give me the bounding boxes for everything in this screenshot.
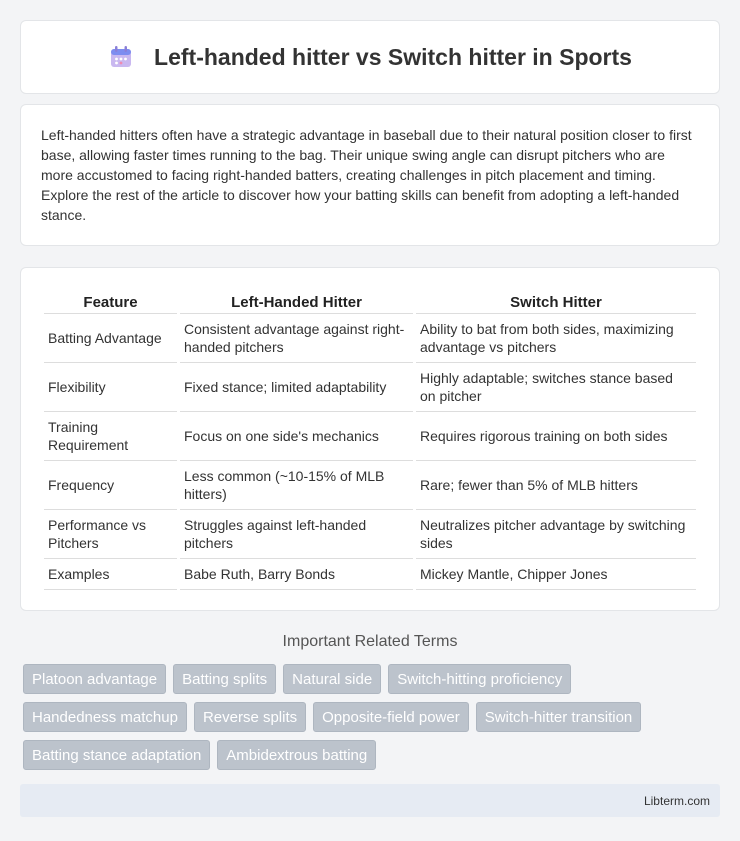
related-term-tag[interactable]: Batting splits <box>173 664 276 694</box>
table-cell: Examples <box>44 559 177 590</box>
related-term-tag[interactable]: Batting stance adaptation <box>23 740 210 770</box>
page-title: Left-handed hitter vs Switch hitter in Sports <box>154 43 632 70</box>
table-cell: Rare; fewer than 5% of MLB hitters <box>416 461 696 510</box>
intro-paragraph: Left-handed hitters often have a strategic advantage in baseball due to their natural position closer to first base, allowing faster times running to the bag. Their unique swing angle can disrupt pitchers who are more accustomed to facing right-handed batters, creating challenges in pitch placement and timing. Explore the rest of the article to discover how your batting skills can benefit from adopting a left-handed stance. <box>20 104 720 246</box>
footer-site-name[interactable]: Libterm.com <box>643 793 710 808</box>
table-cell: Mickey Mantle, Chipper Jones <box>416 559 696 590</box>
table-row <box>44 363 696 412</box>
table-cell: Fixed stance; limited adaptability <box>180 363 413 412</box>
table-cell: Neutralizes pitcher advantage by switching sides <box>416 510 696 559</box>
table-cell: Frequency <box>44 461 177 510</box>
page-header <box>20 20 720 94</box>
related-terms-tags <box>20 664 720 770</box>
calendar-icon <box>108 44 134 70</box>
table-cell: Consistent advantage against right-handed pitchers <box>180 314 413 363</box>
column-header: Switch Hitter <box>416 288 696 314</box>
table-row <box>44 559 696 590</box>
related-term-tag[interactable]: Reverse splits <box>194 702 306 732</box>
related-terms-section <box>20 633 720 770</box>
table-cell: Highly adaptable; switches stance based on pitcher <box>416 363 696 412</box>
table-row <box>44 314 696 363</box>
table-row <box>44 412 696 461</box>
table-cell: Requires rigorous training on both sides <box>416 412 696 461</box>
related-term-tag[interactable]: Ambidextrous batting <box>217 740 376 770</box>
table-cell: Struggles against left-handed pitchers <box>180 510 413 559</box>
footer <box>20 784 720 817</box>
related-term-tag[interactable]: Handedness matchup <box>23 702 187 732</box>
column-header: Left-Handed Hitter <box>180 288 413 314</box>
related-term-tag[interactable]: Switch-hitter transition <box>476 702 642 732</box>
column-header: Feature <box>44 288 177 314</box>
related-term-tag[interactable]: Switch-hitting proficiency <box>388 664 571 694</box>
table-cell: Flexibility <box>44 363 177 412</box>
table-cell: Performance vs Pitchers <box>44 510 177 559</box>
table-cell: Focus on one side's mechanics <box>180 412 413 461</box>
related-terms-title: Important Related Terms <box>282 633 458 650</box>
table-row <box>44 461 696 510</box>
table-cell: Less common (~10-15% of MLB hitters) <box>180 461 413 510</box>
table-cell: Ability to bat from both sides, maximizing advantage vs pitchers <box>416 314 696 363</box>
table-row <box>44 510 696 559</box>
table-cell: Babe Ruth, Barry Bonds <box>180 559 413 590</box>
table-cell: Batting Advantage <box>44 314 177 363</box>
comparison-table <box>41 288 699 590</box>
related-term-tag[interactable]: Natural side <box>283 664 381 694</box>
related-term-tag[interactable]: Platoon advantage <box>23 664 166 694</box>
comparison-table-card <box>20 267 720 611</box>
related-term-tag[interactable]: Opposite-field power <box>313 702 469 732</box>
table-cell: Training Requirement <box>44 412 177 461</box>
